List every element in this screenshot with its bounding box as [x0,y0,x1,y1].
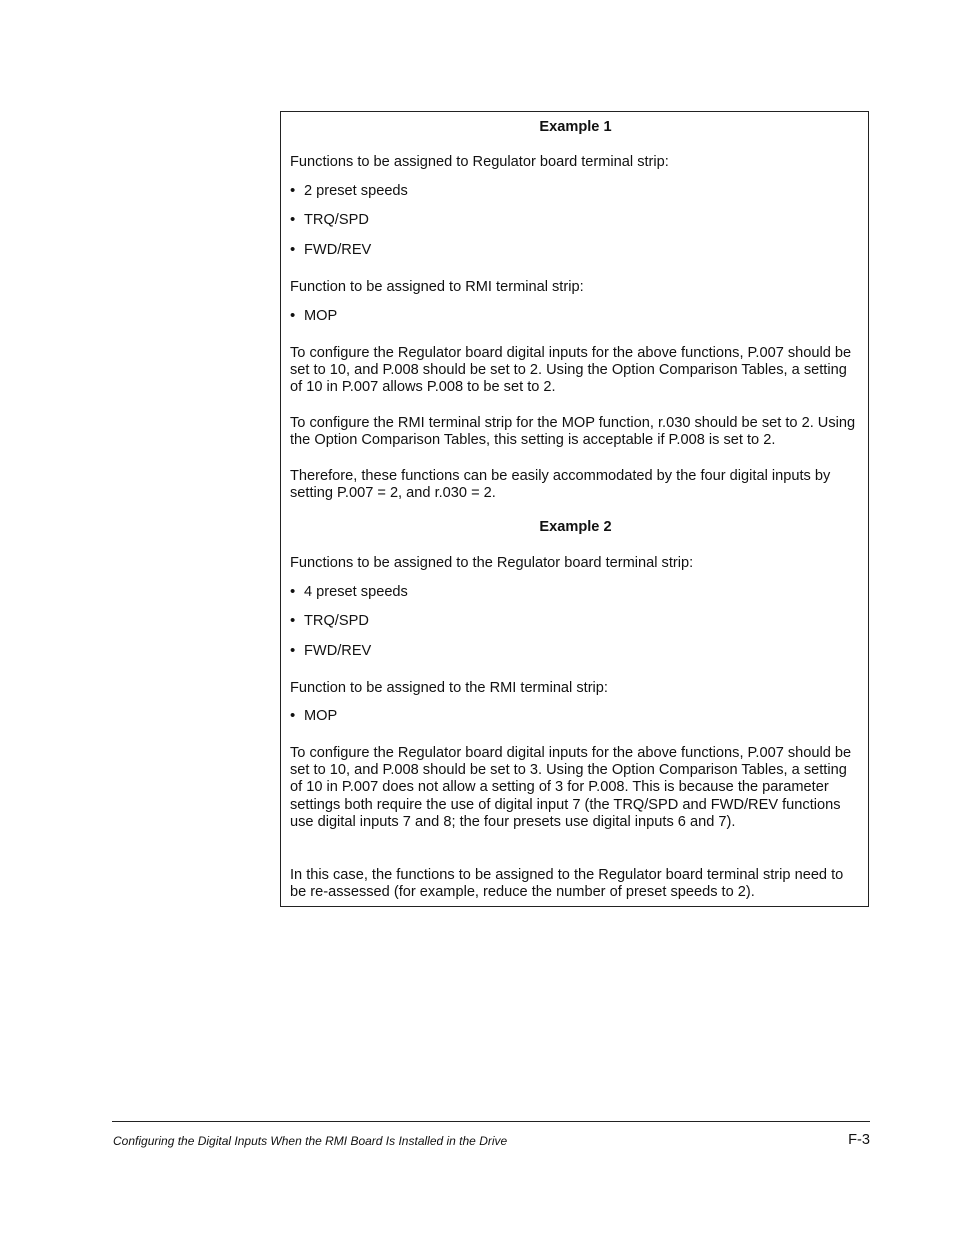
footer-title: Configuring the Digital Inputs When the RMI Board Is Installed in the Drive [113,1134,508,1148]
example-2-paragraph: In this case, the functions to be assigned to the Regulator board terminal strip need to be re-assessed (for example, reduce the number of preset speeds to 2). [290,867,844,901]
example-1-intro: Functions to be assigned to Regulator board terminal strip: [290,154,669,170]
bullet-icon: • [290,612,296,629]
list-item-label: FWD/REV [304,242,372,258]
list-item-label: FWD/REV [304,643,372,659]
example-2-rmi-intro: Function to be assigned to the RMI terminal strip: [290,680,608,696]
example-1-paragraph: Therefore, these functions can be easily accommodated by the four digital inputs by setting P.007 = 2, and r.030 = 2. [290,468,831,502]
examples-box [280,111,869,907]
example-2-paragraph: To configure the Regulator board digital inputs for the above functions, P.007 should be set to 10, and P.008 should be set to 3. Using the Option Comparison Tables, a setting of 10 in P.007 does not allow a setting of 3 for P.008. This is because the parameter settings both require the use of digital input 7 (the TRQ/SPD and FWD/REV functions use digital inputs 7 and 8; the four presets use digital inputs 6 and 7). [290,745,852,830]
footer-rule [112,1121,870,1122]
list-item-label: 4 preset speeds [304,584,408,600]
list-item-label: TRQ/SPD [304,212,369,228]
bullet-icon: • [290,307,296,324]
list-item-label: 2 preset speeds [304,183,408,199]
example-1-paragraph: To configure the Regulator board digital inputs for the above functions, P.007 should be set to 10, and P.008 should be set to 2. Using the Option Comparison Tables, a setting of 10 in P.007 allows P.008 to be set to 2. [290,345,852,396]
list-item-label: MOP [304,708,338,724]
list-item-label: MOP [304,308,338,324]
bullet-icon: • [290,211,296,228]
bullet-icon: • [290,241,296,258]
bullet-icon: • [290,642,296,659]
example-1-paragraph: To configure the RMI terminal strip for the MOP function, r.030 should be set to 2. Using the Option Comparison Tables, this setting is acceptable if P.008 is set to 2. [290,415,856,449]
list-item-label: TRQ/SPD [304,613,369,629]
page-number: F-3 [848,1132,870,1148]
bullet-icon: • [290,583,296,600]
example-2-intro: Functions to be assigned to the Regulator board terminal strip: [290,555,694,571]
example-2-heading: Example 2 [539,519,612,535]
example-1-rmi-intro: Function to be assigned to RMI terminal strip: [290,279,584,295]
bullet-icon: • [290,182,296,199]
bullet-icon: • [290,707,296,724]
example-1-heading: Example 1 [539,119,612,135]
